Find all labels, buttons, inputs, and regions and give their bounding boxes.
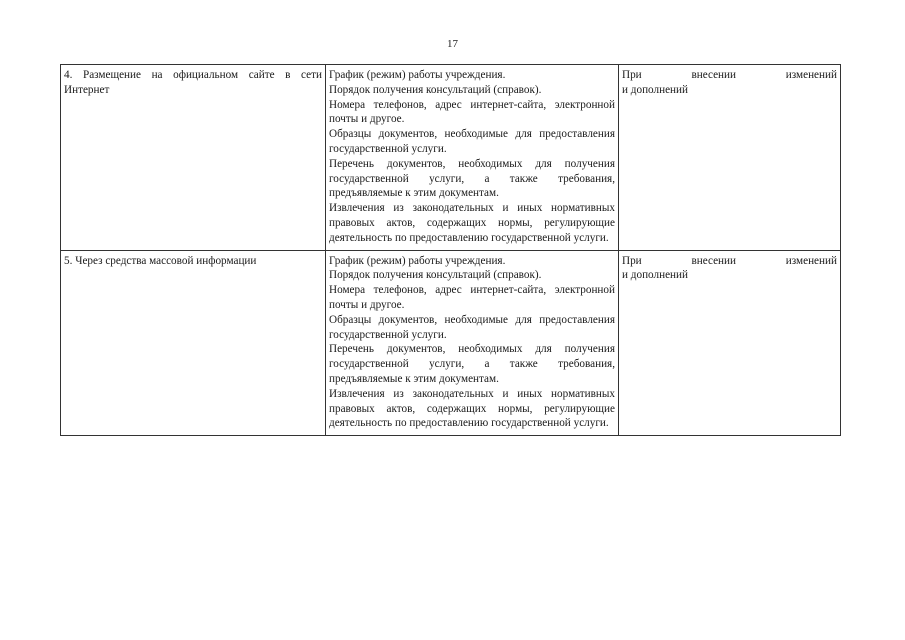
frequency-cell	[619, 65, 841, 251]
information-table	[60, 64, 841, 436]
method-cell	[61, 250, 326, 436]
info-item: Перечень документов, необходимых для получения государственной услуги, а также требования, предъявляемые к этим документам.	[329, 157, 615, 200]
method-cell	[61, 65, 326, 251]
info-item: Образцы документов, необходимые для предоставления государственной услуги.	[329, 313, 615, 341]
info-item: Порядок получения консультаций (справок).	[329, 83, 542, 96]
frequency-cell	[619, 250, 841, 436]
info-item: Извлечения из законодательных и иных нормативных правовых актов, содержащих нормы, регулирующие деятельность по предоставлению государственной услуги.	[329, 202, 615, 244]
table-row	[61, 250, 841, 436]
info-item: Образцы документов, необходимые для предоставления государственной услуги.	[329, 128, 615, 155]
frequency-line: и дополнений	[622, 83, 688, 96]
method-text: 4. Размещение на официальном сайте в сети Интернет	[64, 69, 322, 96]
info-item: График (режим) работы учреждения.	[329, 254, 506, 267]
info-item: Порядок получения консультаций (справок).	[329, 269, 542, 282]
info-item: Перечень документов, необходимых для получения государственной услуги, а также требования, предъявляемые к этим документам.	[329, 343, 615, 385]
info-item: График (режим) работы учреждения.	[329, 69, 506, 81]
info-cell	[326, 65, 619, 251]
info-item: Номера телефонов, адрес интернет-сайта, электронной почты и другое.	[329, 98, 615, 126]
frequency-line: При внесении изменений	[622, 254, 837, 267]
page-number: 17	[447, 38, 458, 50]
info-cell	[326, 250, 619, 436]
table-row	[61, 65, 841, 251]
info-item: Номера телефонов, адрес интернет-сайта, электронной почты и другое.	[329, 284, 615, 311]
frequency-line: и дополнений	[622, 269, 688, 282]
info-item: Извлечения из законодательных и иных нормативных правовых актов, содержащих нормы, регулирующие деятельность по предоставлению государственной услуги.	[329, 387, 615, 430]
method-text: 5. Через средства массовой информации	[64, 254, 257, 267]
frequency-line: При внесении изменений	[622, 69, 837, 81]
